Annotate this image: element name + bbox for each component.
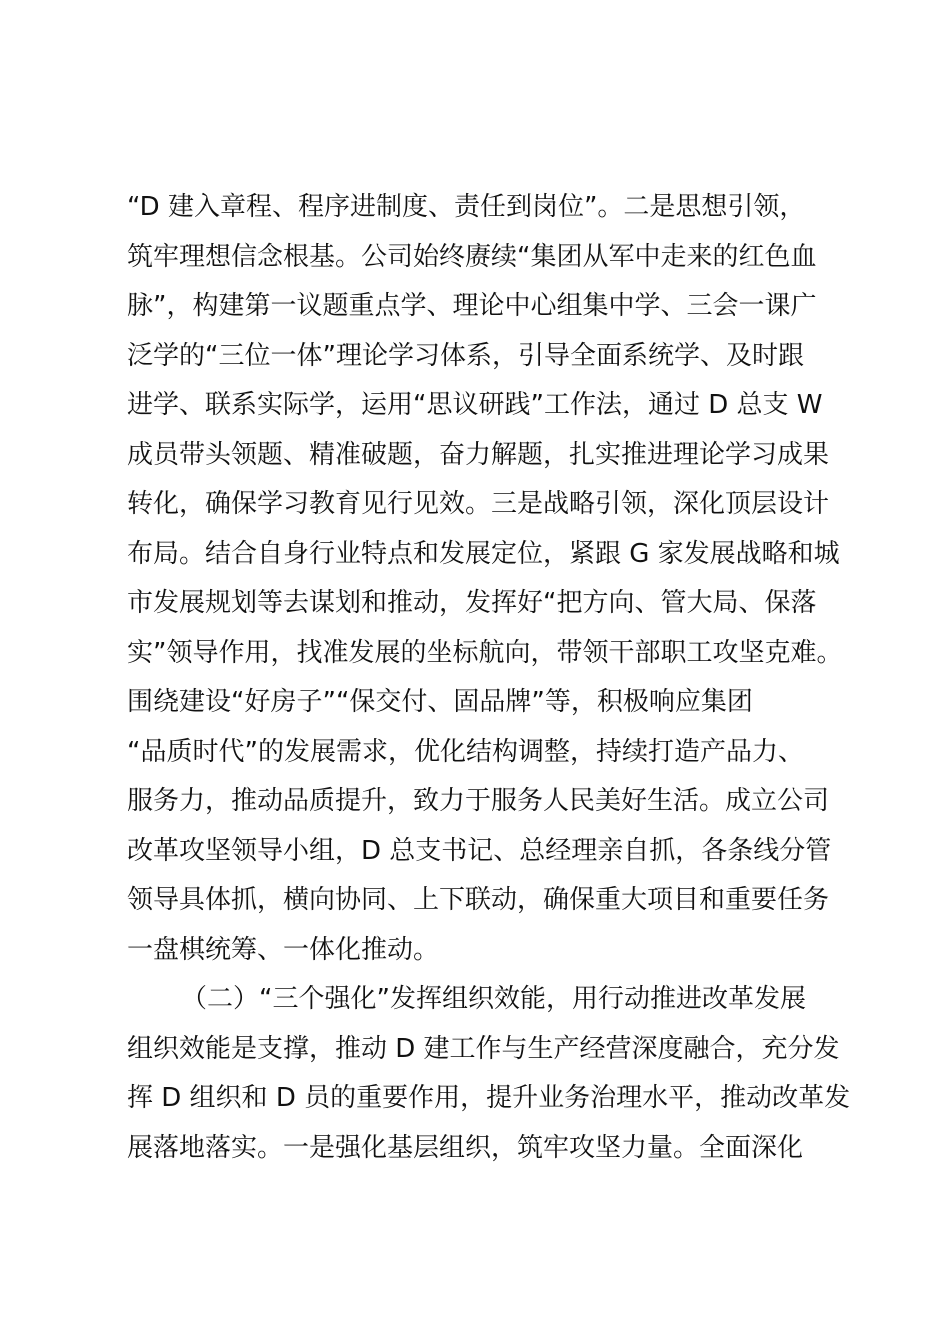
body-text-line: 进学、联系实际学，运用“思议研践”工作法，通过 D 总支 W xyxy=(127,390,823,420)
body-text-line: 领导具体抓，横向协同、上下联动，确保重大项目和重要任务 xyxy=(127,885,830,915)
section-heading: （二）“三个强化”发挥组织效能，用行动推进改革发展 xyxy=(181,984,806,1014)
body-text-line: 实”领导作用，找准发展的坐标航向，带领干部职工攻坚克难。 xyxy=(127,638,843,668)
body-text-line: 组织效能是支撑，推动 D 建工作与生产经营深度融合，充分发 xyxy=(127,1034,840,1064)
body-text-line: 挥 D 组织和 D 员的重要作用，提升业务治理水平，推动改革发 xyxy=(127,1083,851,1113)
body-text-line: 脉”，构建第一议题重点学、理论中心组集中学、三会一课广 xyxy=(127,291,817,321)
body-text-line: 布局。结合自身行业特点和发展定位，紧跟 G 家发展战略和城 xyxy=(127,539,840,569)
body-text-line: 改革攻坚领导小组，D 总支书记、总经理亲自抓，各条线分管 xyxy=(127,836,832,866)
body-text-line: “品质时代”的发展需求，优化结构调整，持续打造产品力、 xyxy=(127,737,804,767)
body-text-line: “D 建入章程、程序进制度、责任到岗位”。二是思想引领， xyxy=(127,192,806,222)
body-text-line: 围绕建设“好房子”“保交付、固品牌”等，积极响应集团 xyxy=(127,687,753,717)
body-text-line: 服务力，推动品质提升，致力于服务人民美好生活。成立公司 xyxy=(127,786,830,816)
body-text-line: 泛学的“三位一体”理论学习体系，引导全面系统学、及时跟 xyxy=(127,341,804,371)
body-text-line: 市发展规划等去谋划和推动，发挥好“把方向、管大局、保落 xyxy=(127,588,817,618)
body-text-line: 筑牢理想信念根基。公司始终赓续“集团从军中走来的红色血 xyxy=(127,242,817,272)
body-text-line: 展落地落实。一是强化基层组织，筑牢攻坚力量。全面深化 xyxy=(127,1133,804,1163)
body-text-line: 成员带头领题、精准破题，奋力解题，扎实推进理论学习成果 xyxy=(127,440,830,470)
body-text-line: 一盘棋统筹、一体化推动。 xyxy=(127,935,440,965)
body-text-line: 转化，确保学习教育见行见效。三是战略引领，深化顶层设计 xyxy=(127,489,830,519)
